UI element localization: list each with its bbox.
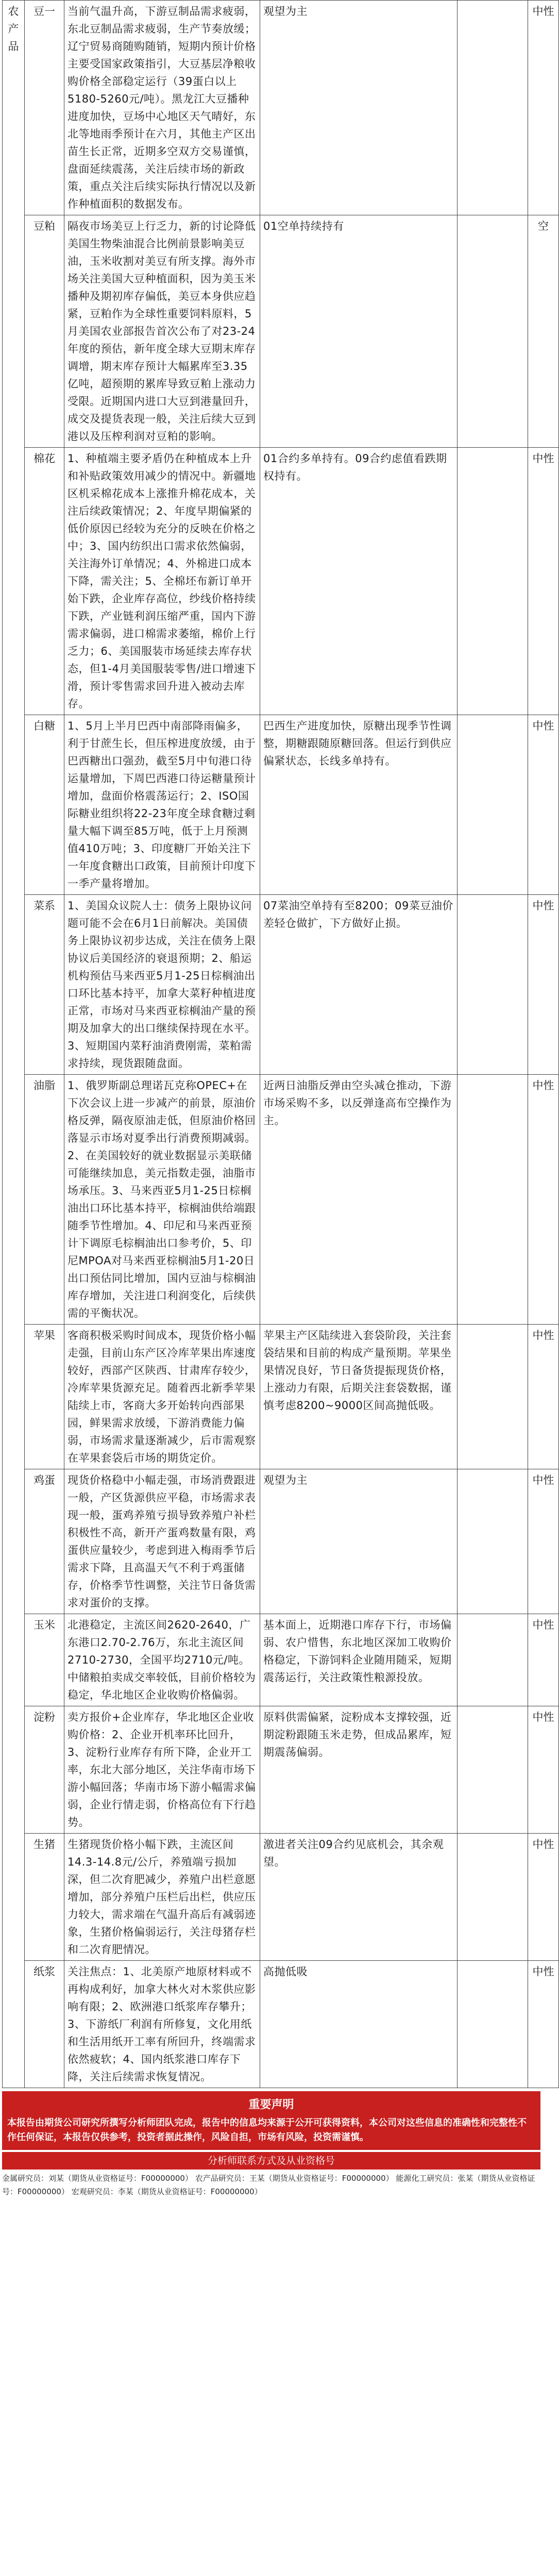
commodity-name: 纸浆 — [25, 1961, 64, 2088]
direction-cell: 中性 — [528, 1706, 559, 1834]
direction-cell: 中性 — [528, 1961, 559, 2088]
analyst-list: 金属研究员：刘某（期货从业资格证号：F00000000） 农产品研究员：王某（期货从业资格证号：F00000000） 能源化工研究员：张某（期货从业资格证号：F00000000） 宏观研究员：李某（期货从业资格证号：F00000000） — [2, 2174, 535, 2196]
market-logic: 1、俄罗斯副总理诺瓦克称OPEC+在下次会议上进一步减产的前景，原油价格反弹，隔夜原油走低，但原油价格回落显示市场对夏季出行消费预期减弱。2、在美国较好的就业数据显示美联储可能继续加息，美元指数走强，油脂市场承压。3、马来西亚5月1-25日棕榈油出口环比基本持平，棕榈油供给端跟随季节性增加。4、印尼和马来西亚预计下调原毛棕榈油出口参考价，5、印尼MPOA对马来西亚棕榈油5月1-20日出口预估同比增加，国内豆油与棕榈油库存增加，关注进口利润变化，后续供需的平衡状况。 — [64, 1075, 260, 1325]
strategy-cell — [458, 1706, 528, 1834]
commodity-name: 豆粕 — [25, 215, 64, 448]
commodity-name: 生猪 — [25, 1834, 64, 1961]
market-logic: 1、种植端主要矛盾仍在种植成本上升和补贴政策效用减少的情况中。新疆地区机采棉花成本上涨推升棉花成本，关注后续政策情况；2、年度早期偏紧的低价原因已经较为充分的反映在价格之中；3、国内纺织出口需求依然偏弱，关注海外订单情况；4、外棉进口成本下降，需关注；5、全棉坯布新订单开始下跌，企业库存高位，纱线价格持续下跌，产业链利润压缩严重，国内下游需求偏弱，进口棉需求萎缩，棉价上行乏力；6、美国服装市场延续去库存状态，但1-4月美国服装零售/进口增速下滑，预计零售需求回升进入被动去库存。 — [64, 448, 260, 715]
commodity-name: 棉花 — [25, 448, 64, 715]
direction-cell: 中性 — [528, 1469, 559, 1614]
disclaimer-box — [2, 2091, 540, 2150]
market-logic: 北港稳定，主流区间2620-2640，广东港口2.70-2.76万，东北主流区间2710-2730，全国平均2710元/吨。中储粮拍卖成交率较低，目前价格较为稳定，华北地区企业收购价格偏弱。 — [64, 1614, 260, 1706]
market-logic: 生猪现货价格小幅下跌，主流区间14.3-14.8元/公斤，养殖端亏损加深，但二次育肥减少，养殖户出栏意愿增加，部分养殖户压栏后出栏，供应压力较大，需求端在气温升高后有减弱迹象，生猪价格偏弱运行，关注母猪存栏和二次育肥情况。 — [64, 1834, 260, 1961]
report-table — [2, 0, 559, 2088]
commodity-row — [3, 448, 559, 715]
commodity-row — [3, 1469, 559, 1614]
market-logic: 现货价格稳中小幅走强，市场消费跟进一般，产区货源供应平稳，市场需求表现一般，蛋鸡养殖亏损导致养殖户补栏积极性不高，新开产蛋鸡数量有限，鸡蛋供应量较少，考虑到进入梅雨季节后需求下降，且高温天气不利于鸡蛋储存，价格季节性调整，关注节日备货需求对蛋价的支撑。 — [64, 1469, 260, 1614]
direction-cell: 中性 — [528, 448, 559, 715]
commodity-name: 油脂 — [25, 1075, 64, 1325]
commodity-row — [3, 1834, 559, 1961]
strategy-cell — [458, 1614, 528, 1706]
direction-cell: 中性 — [528, 715, 559, 895]
market-view: 观望为主 — [260, 1469, 458, 1614]
commodity-row — [3, 215, 559, 448]
commodity-row — [3, 895, 559, 1075]
commodity-name: 白糖 — [25, 715, 64, 895]
direction-cell: 中性 — [528, 1, 559, 215]
strategy-cell — [458, 448, 528, 715]
market-view: 01合约多单持有。09合约虑值看跌期权持有。 — [260, 448, 458, 715]
strategy-cell — [458, 1961, 528, 2088]
market-view: 高抛低吸 — [260, 1961, 458, 2088]
market-view: 基本面上，近期港口库存下行，市场偏弱、农户惜售，东北地区深加工收购价格稳定，下游饲料企业随用随采，短期震荡运行，关注政策性粮源投放。 — [260, 1614, 458, 1706]
direction-cell: 中性 — [528, 1075, 559, 1325]
market-view: 01空单持续持有 — [260, 215, 458, 448]
market-view: 观望为主 — [260, 1, 458, 215]
market-logic: 1、5月上半月巴西中南部降雨偏多，利于甘蔗生长，但压榨进度放缓，由于巴西糖出口强劲，截至5月中旬港口待运量增加，下周巴西港口待运糖量预计增加，盘面价格震荡运行；2、ISO国际糖业组织将22-23年度全球食糖过剩量大幅下调至85万吨，低于上月预测值410万吨；3、印度糖厂开始关注下一年度食糖出口政策，目前预计印度下一季产量将增加。 — [64, 715, 260, 895]
market-view: 巴西生产进度加快，原糖出现季节性调整，期糖跟随原糖回落。但运行到供应偏紧状态，长线多单持有。 — [260, 715, 458, 895]
strategy-cell — [458, 1075, 528, 1325]
market-view: 激进者关注09合约见底机会，其余观望。 — [260, 1834, 458, 1961]
commodity-row — [3, 1, 559, 215]
direction-cell: 中性 — [528, 895, 559, 1075]
commodity-row — [3, 1961, 559, 2088]
market-view: 原料供需偏紧，淀粉成本支撑较强，近期淀粉跟随玉米走势，但成品累库，短期震荡偏弱。 — [260, 1706, 458, 1834]
analyst-contact-bar: 分析师联系方式及从业资格号 — [2, 2152, 540, 2170]
market-logic: 1、美国众议院人士：债务上限协议问题可能不会在6月1日前解决。美国债务上限协议初步达成，关注在债务上限协议后美国经济的衰退预期；2、船运机构预估马来西亚5月1-25日棕榈油出口环比基本持平，加拿大菜籽种植进度正常，市场对马来西亚棕榈油产量的预期及加拿大的出口继续保持现在水平。3、短期国内菜籽油消费刚需，菜粕需求持续，现货跟随盘面。 — [64, 895, 260, 1075]
strategy-cell — [458, 215, 528, 448]
direction-cell: 空 — [528, 215, 559, 448]
category-cell: 农产品 — [3, 1, 25, 2088]
direction-cell: 中性 — [528, 1614, 559, 1706]
market-logic: 客商积极采购时间成本，现货价格小幅走强，目前山东产区冷库苹果出库速度较好，西部产区陕西、甘肃库存较少，冷库苹果货源充足。随着西北新季苹果陆续上市，客商大多开始转向西部果园，鲜果需求放缓，下游消费能力偏弱，市场需求量逐渐减少，后市需观察在苹果套袋后市场的期货定价。 — [64, 1325, 260, 1469]
market-logic: 关注焦点：1、北美原产地原材料或不再构成利好，加拿大林火对木浆供应影响有限；2、欧洲港口纸浆库存攀升；3、下游纸厂利润有所修复，文化用纸和生活用纸开工率有所回升，终端需求依然疲软；4、国内纸浆港口库存下降，关注后续需求恢复情况。 — [64, 1961, 260, 2088]
market-view: 苹果主产区陆续进入套袋阶段，关注套袋结果和目前的构成产量预期。苹果坐果情况良好，节日备货提振现货价格，上涨动力有限，后期关注套袋数据，谨慎考虑8200~9000区间高抛低吸。 — [260, 1325, 458, 1469]
strategy-cell — [458, 1469, 528, 1614]
market-logic: 隔夜市场美豆上行乏力，新的讨论降低美国生物柴油混合比例前景影响美豆油，玉米收割对美豆有所支撑。海外市场关注美国大豆种植面积，因为美玉米播种及期初库存偏低，美豆本身供应趋紧，豆粕作为全球性重要饲料原料，5月美国农业部报告首次公布了对23-24年度的预估，新年度全球大豆期末库存调增，期末库存预计大幅累库至3.35亿吨，超预期的累库导致豆粕上涨动力受限。近期国内进口大豆到港量回升，成交及提货表现一般，关注后续大豆到港以及压榨利润对豆粕的影响。 — [64, 215, 260, 448]
commodity-row — [3, 1706, 559, 1834]
commodity-row — [3, 1075, 559, 1325]
commodity-name: 菜系 — [25, 895, 64, 1075]
commodity-name: 鸡蛋 — [25, 1469, 64, 1614]
commodity-row — [3, 1614, 559, 1706]
commodity-row — [3, 1325, 559, 1469]
commodity-row — [3, 715, 559, 895]
direction-cell: 中性 — [528, 1834, 559, 1961]
strategy-cell — [458, 895, 528, 1075]
market-view: 近两日油脂反弹由空头减仓推动，下游市场采购不多，以反弹逢高布空操作为主。 — [260, 1075, 458, 1325]
direction-cell: 中性 — [528, 1325, 559, 1469]
strategy-cell — [458, 1, 528, 215]
strategy-cell — [458, 1325, 528, 1469]
market-logic: 卖方报价+企业库存，华北地区企业收购价格：2、企业开机率环比回升，3、淀粉行业库存有所下降，企业开工率，东北大部分地区，关注华南市场下游小幅回落；华南市场下游小幅需求偏弱，企业行情走弱，价格高位有下行趋势。 — [64, 1706, 260, 1834]
market-logic: 当前气温升高，下游豆制品需求疲弱，东北豆制品需求疲弱，生产节奏放缓；辽宁贸易商随购随销，短期内预计价格主要受国家政策指引，大豆基层净粮收购价格全部稳定运行（39蛋白以上5180-5260元/吨）。黑龙江大豆播种进度加快，豆场中心地区天气晴好，东北等地雨季预计在六月，其他主产区出苗生长正常，近期多空双方交易谨慎，盘面延续震荡，关注后续市场的新政策，重点关注后续实际执行情况以及新作种植面积的数据发布。 — [64, 1, 260, 215]
market-view: 07菜油空单持有至8200；09菜豆油价差轻仓做扩，下方做好止损。 — [260, 895, 458, 1075]
strategy-cell — [458, 1834, 528, 1961]
commodity-name: 苹果 — [25, 1325, 64, 1469]
commodity-name: 淀粉 — [25, 1706, 64, 1834]
disclaimer-title: 重要声明 — [248, 2098, 294, 2111]
strategy-cell — [458, 715, 528, 895]
commodity-name: 豆一 — [25, 1, 64, 215]
disclaimer-body: 本报告由期货公司研究所撰写分析师团队完成，报告中的信息均来源于公开可获得资料，本公司对这些信息的准确性和完整性不作任何保证，本报告仅供参考，投资者据此操作，风险自担，市场有风险，投资需谨慎。 — [7, 2117, 527, 2143]
commodity-name: 玉米 — [25, 1614, 64, 1706]
